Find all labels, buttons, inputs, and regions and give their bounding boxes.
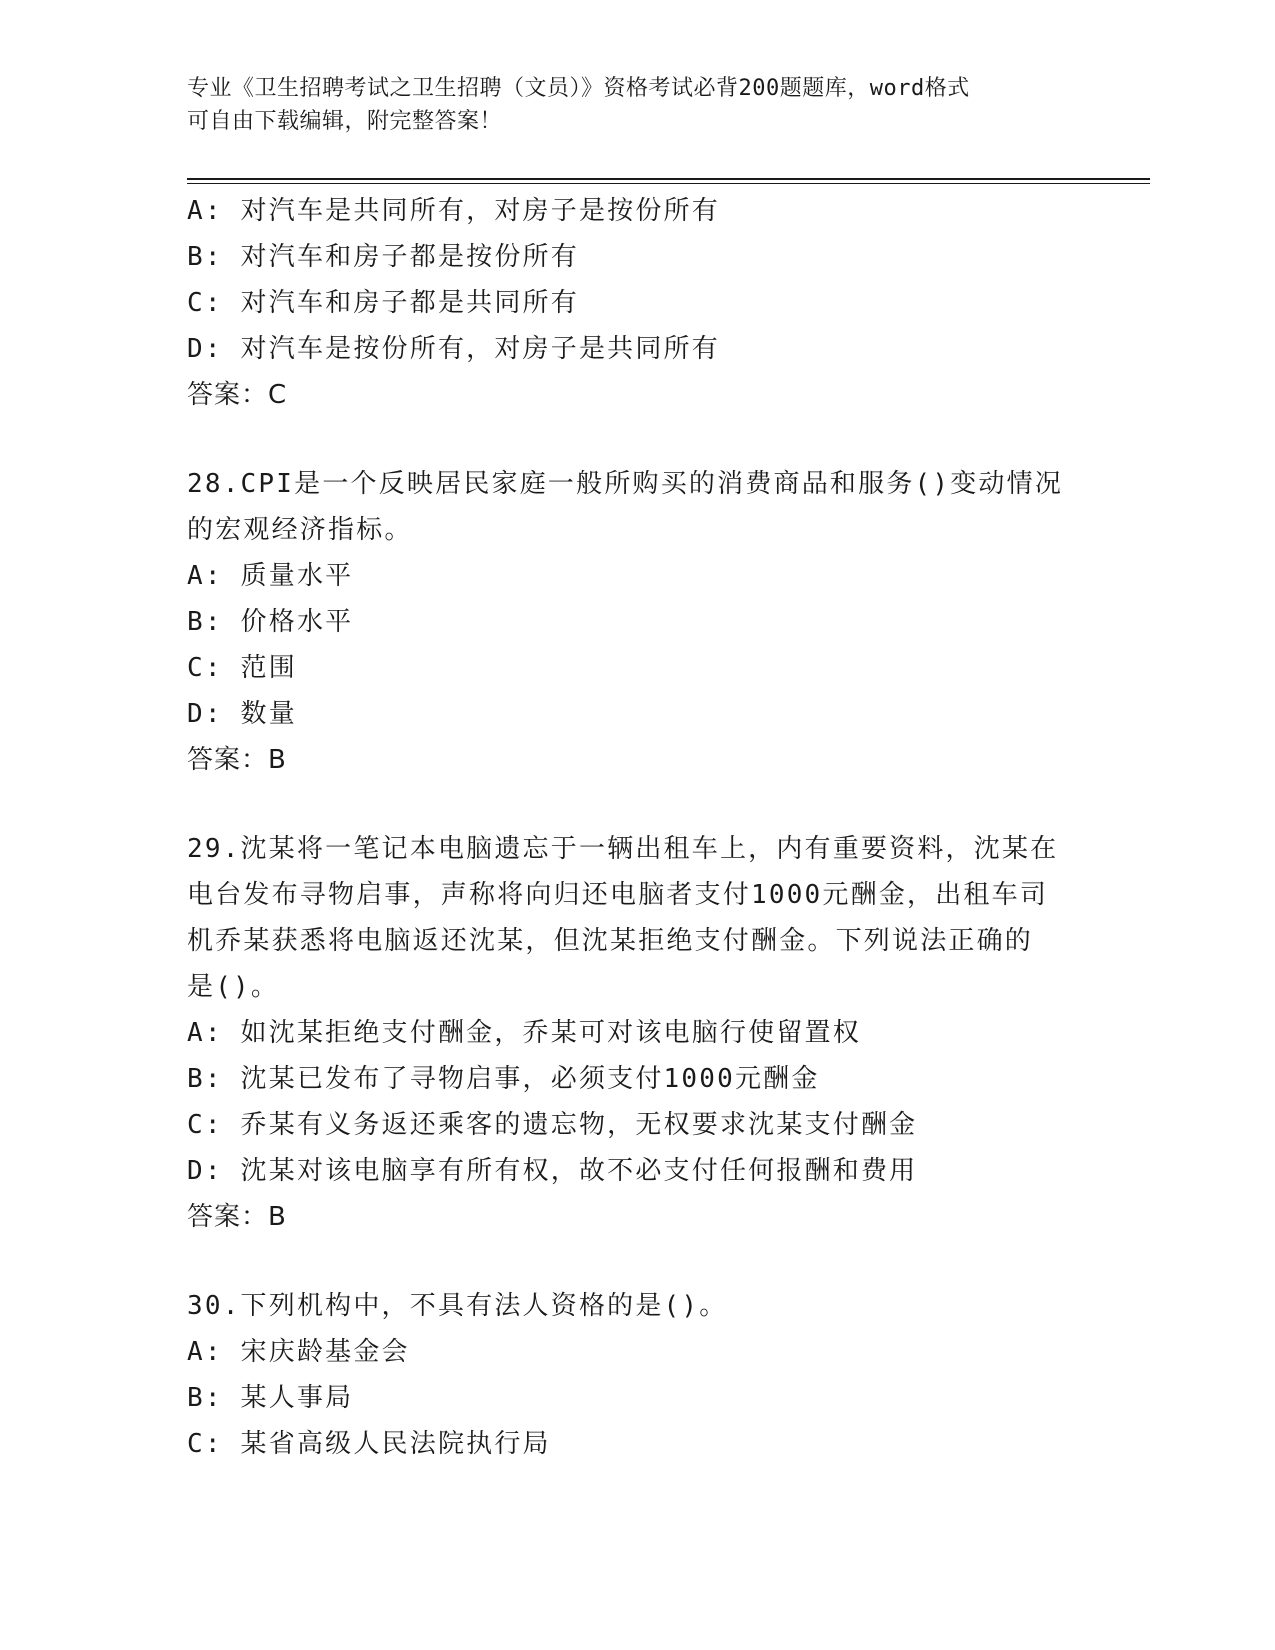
question-stem-line: 的宏观经济指标。 (187, 515, 413, 545)
question-list (187, 188, 1087, 1467)
header-divider-thick (187, 178, 1150, 180)
option-a: A: 宋庆龄基金会 (187, 1337, 410, 1367)
answer-line: 答案：B (187, 1202, 287, 1232)
option-b: B: 价格水平 (187, 607, 354, 637)
question-spacer (187, 783, 1087, 826)
option-d: D: 对汽车是按份所有，对房子是共同所有 (187, 334, 720, 364)
document-header (187, 72, 1067, 138)
option-c: C: 对汽车和房子都是共同所有 (187, 288, 579, 318)
option-d: D: 数量 (187, 699, 297, 729)
option-d: D: 沈某对该电脑享有所有权，故不必支付任何报酬和费用 (187, 1156, 918, 1186)
option-b: B: 对汽车和房子都是按份所有 (187, 242, 579, 272)
answer-line: 答案：B (187, 745, 287, 775)
question-stem-line: 是()。 (187, 972, 280, 1002)
question-28 (187, 461, 1087, 783)
question-27 (187, 188, 1087, 418)
option-a: A: 对汽车是共同所有，对房子是按份所有 (187, 196, 720, 226)
question-30 (187, 1283, 1087, 1467)
header-line-2: 可自由下载编辑，附完整答案！ (187, 109, 503, 134)
header-divider-thin (187, 183, 1150, 184)
option-c: C: 某省高级人民法院执行局 (187, 1429, 551, 1459)
question-stem-line: 29.沈某将一笔记本电脑遗忘于一辆出租车上，内有重要资料，沈某在 (187, 834, 1059, 864)
question-29 (187, 826, 1087, 1240)
question-stem-line: 机乔某获悉将电脑返还沈某，但沈某拒绝支付酬金。下列说法正确的 (187, 926, 1034, 956)
answer-line: 答案：C (187, 380, 288, 410)
header-line-1: 专业《卫生招聘考试之卫生招聘（文员）》资格考试必背200题题库，word格式 (187, 76, 970, 101)
question-spacer (187, 1240, 1087, 1283)
option-c: C: 范围 (187, 653, 297, 683)
question-stem-line: 28.CPI是一个反映居民家庭一般所购买的消费商品和服务()变动情况 (187, 469, 1064, 499)
option-b: B: 沈某已发布了寻物启事，必须支付1000元酬金 (187, 1064, 820, 1094)
option-a: A: 质量水平 (187, 561, 354, 591)
question-spacer (187, 418, 1087, 461)
question-stem-line: 电台发布寻物启事，声称将向归还电脑者支付1000元酬金，出租车司 (187, 880, 1049, 910)
option-b: B: 某人事局 (187, 1383, 354, 1413)
question-stem-line: 30.下列机构中，不具有法人资格的是()。 (187, 1291, 728, 1321)
option-c: C: 乔某有义务返还乘客的遗忘物，无权要求沈某支付酬金 (187, 1110, 918, 1140)
option-a: A: 如沈某拒绝支付酬金，乔某可对该电脑行使留置权 (187, 1018, 861, 1048)
